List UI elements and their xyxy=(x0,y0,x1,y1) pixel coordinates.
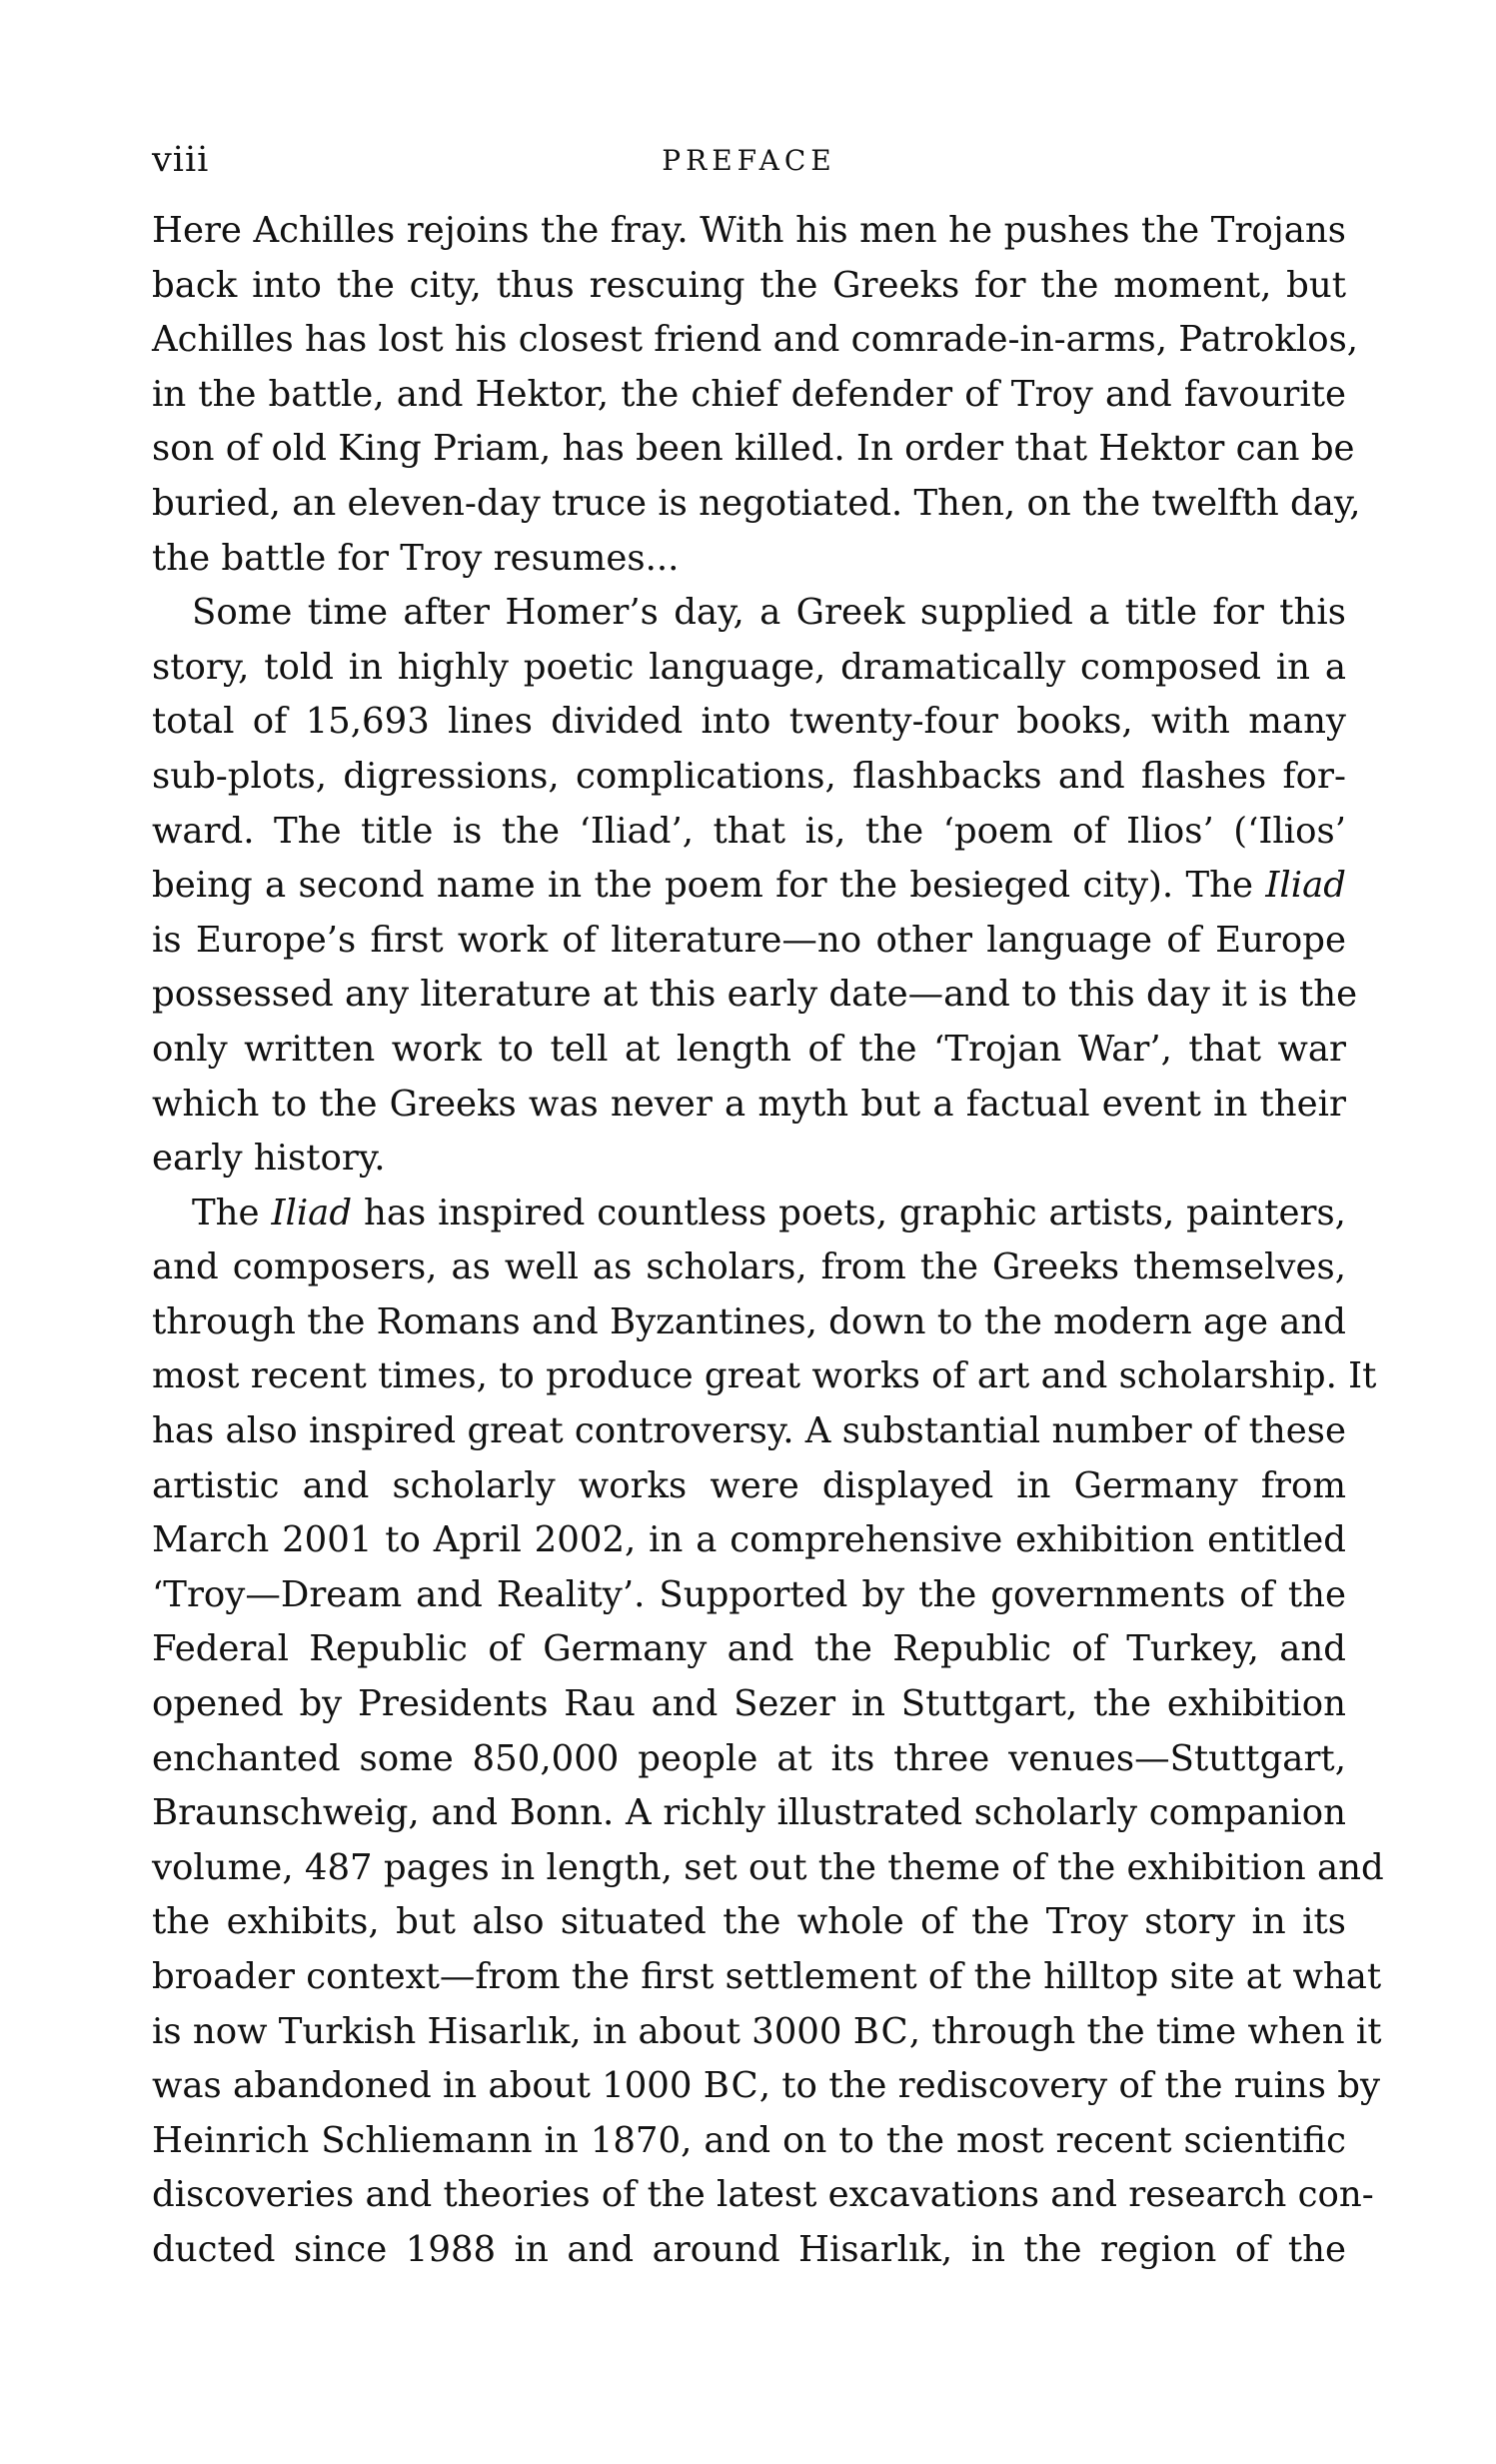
text-line: opened by Presidents Rau and Sezer in Stuttgart, the exhibition xyxy=(152,1683,1346,1725)
text-line: the exhibits, but also situated the whole of the Troy story in its xyxy=(152,1901,1346,1943)
text-run: , to the rediscovery of the ruins by xyxy=(758,2065,1381,2107)
body-text xyxy=(152,204,1384,2278)
running-title: PREFACE xyxy=(662,144,836,177)
text-run: was abandoned in about 1000 xyxy=(152,2065,693,2107)
text-line: back into the city, thus rescuing the Greeks for the moment, but xyxy=(152,264,1346,306)
text-line: son of old King Priam, has been killed. In order that Hektor can be xyxy=(152,428,1355,470)
page-number: viii xyxy=(152,140,210,180)
era-abbreviation: BC xyxy=(703,2065,759,2107)
text-line: the battle for Troy resumes... xyxy=(152,537,680,579)
text-line: story, told in highly poetic language, dramatically composed in a xyxy=(152,646,1346,688)
text-line: has also inspired great controversy. A substantial number of these xyxy=(152,1410,1346,1452)
running-head xyxy=(152,140,1346,200)
text-line: ducted since 1988 in and around Hisarlık, in the region of the xyxy=(152,2228,1346,2270)
paragraph-1 xyxy=(152,204,1361,586)
text-line xyxy=(152,859,1346,914)
text-line: enchanted some 850,000 people at its three venues—Stuttgart, xyxy=(152,1737,1346,1779)
text-line: and composers, as well as scholars, from the Greeks themselves, xyxy=(152,1246,1346,1288)
text-line: volume, 487 pages in length, set out the theme of the exhibition and xyxy=(152,1846,1384,1888)
text-run: is now Turkish Hisarlık, in about 3000 xyxy=(152,2010,842,2052)
text-line: Some time after Homer’s day, a Greek supplied a title for this xyxy=(192,592,1346,634)
italic-title: Iliad xyxy=(271,1192,353,1233)
text-line: total of 15,693 lines divided into twenty-four books, with many xyxy=(152,701,1346,743)
text-line: Heinrich Schliemann in 1870, and on to the most recent scientific xyxy=(152,2119,1346,2161)
italic-title: Iliad xyxy=(1265,865,1346,907)
text-line: discoveries and theories of the latest excavations and research con- xyxy=(152,2174,1374,2216)
text-line xyxy=(152,1187,1346,1241)
text-line xyxy=(152,2059,1381,2114)
text-line: is Europe’s first work of literature—no other language of Europe xyxy=(152,919,1346,961)
text-run: The xyxy=(192,1192,260,1233)
text-run: , through the time when it xyxy=(908,2010,1382,2052)
text-line: broader context—from the first settlement of the hilltop site at what xyxy=(152,1956,1382,1997)
paragraph-3 xyxy=(152,1187,1384,2278)
text-line: Here Achilles rejoins the fray. With his men he pushes the Trojans xyxy=(152,210,1346,251)
text-run: has inspired countless poets, graphic artists, painters, xyxy=(363,1192,1346,1233)
text-line: Achilles has lost his closest friend and comrade-in-arms, Patroklos, xyxy=(152,319,1359,361)
text-line: artistic and scholarly works were displayed in Germany from xyxy=(152,1464,1346,1506)
text-run: being a second name in the poem for the besieged city). The xyxy=(152,865,1254,907)
text-line: most recent times, to produce great works of art and scholarship. It xyxy=(152,1355,1377,1397)
text-line: Federal Republic of Germany and the Republic of Turkey, and xyxy=(152,1628,1346,1670)
text-line: ward. The title is the ‘Iliad’, that is, the ‘poem of Ilios’ (‘Ilios’ xyxy=(152,810,1346,852)
text-line xyxy=(152,2005,1382,2060)
text-line: through the Romans and Byzantines, down to the modern age and xyxy=(152,1300,1346,1342)
text-line: only written work to tell at length of the ‘Trojan War’, that war xyxy=(152,1028,1346,1070)
text-line: ‘Troy—Dream and Reality’. Supported by the governments of the xyxy=(152,1573,1346,1615)
text-line: which to the Greeks was never a myth but a factual event in their xyxy=(152,1083,1346,1125)
text-line: in the battle, and Hektor, the chief defender of Troy and favourite xyxy=(152,373,1346,415)
text-line: possessed any literature at this early date—and to this day it is the xyxy=(152,974,1358,1016)
book-page xyxy=(152,140,1384,2278)
text-line: early history. xyxy=(152,1138,386,1180)
paragraph-2 xyxy=(152,586,1358,1187)
text-line: sub-plots, digressions, complications, flashbacks and flashes for- xyxy=(152,755,1346,797)
text-line: March 2001 to April 2002, in a comprehensive exhibition entitled xyxy=(152,1519,1346,1561)
text-line: Braunschweig, and Bonn. A richly illustrated scholarly companion xyxy=(152,1792,1346,1834)
era-abbreviation: BC xyxy=(852,2010,909,2052)
text-line: buried, an eleven-day truce is negotiated. Then, on the twelfth day, xyxy=(152,482,1361,524)
